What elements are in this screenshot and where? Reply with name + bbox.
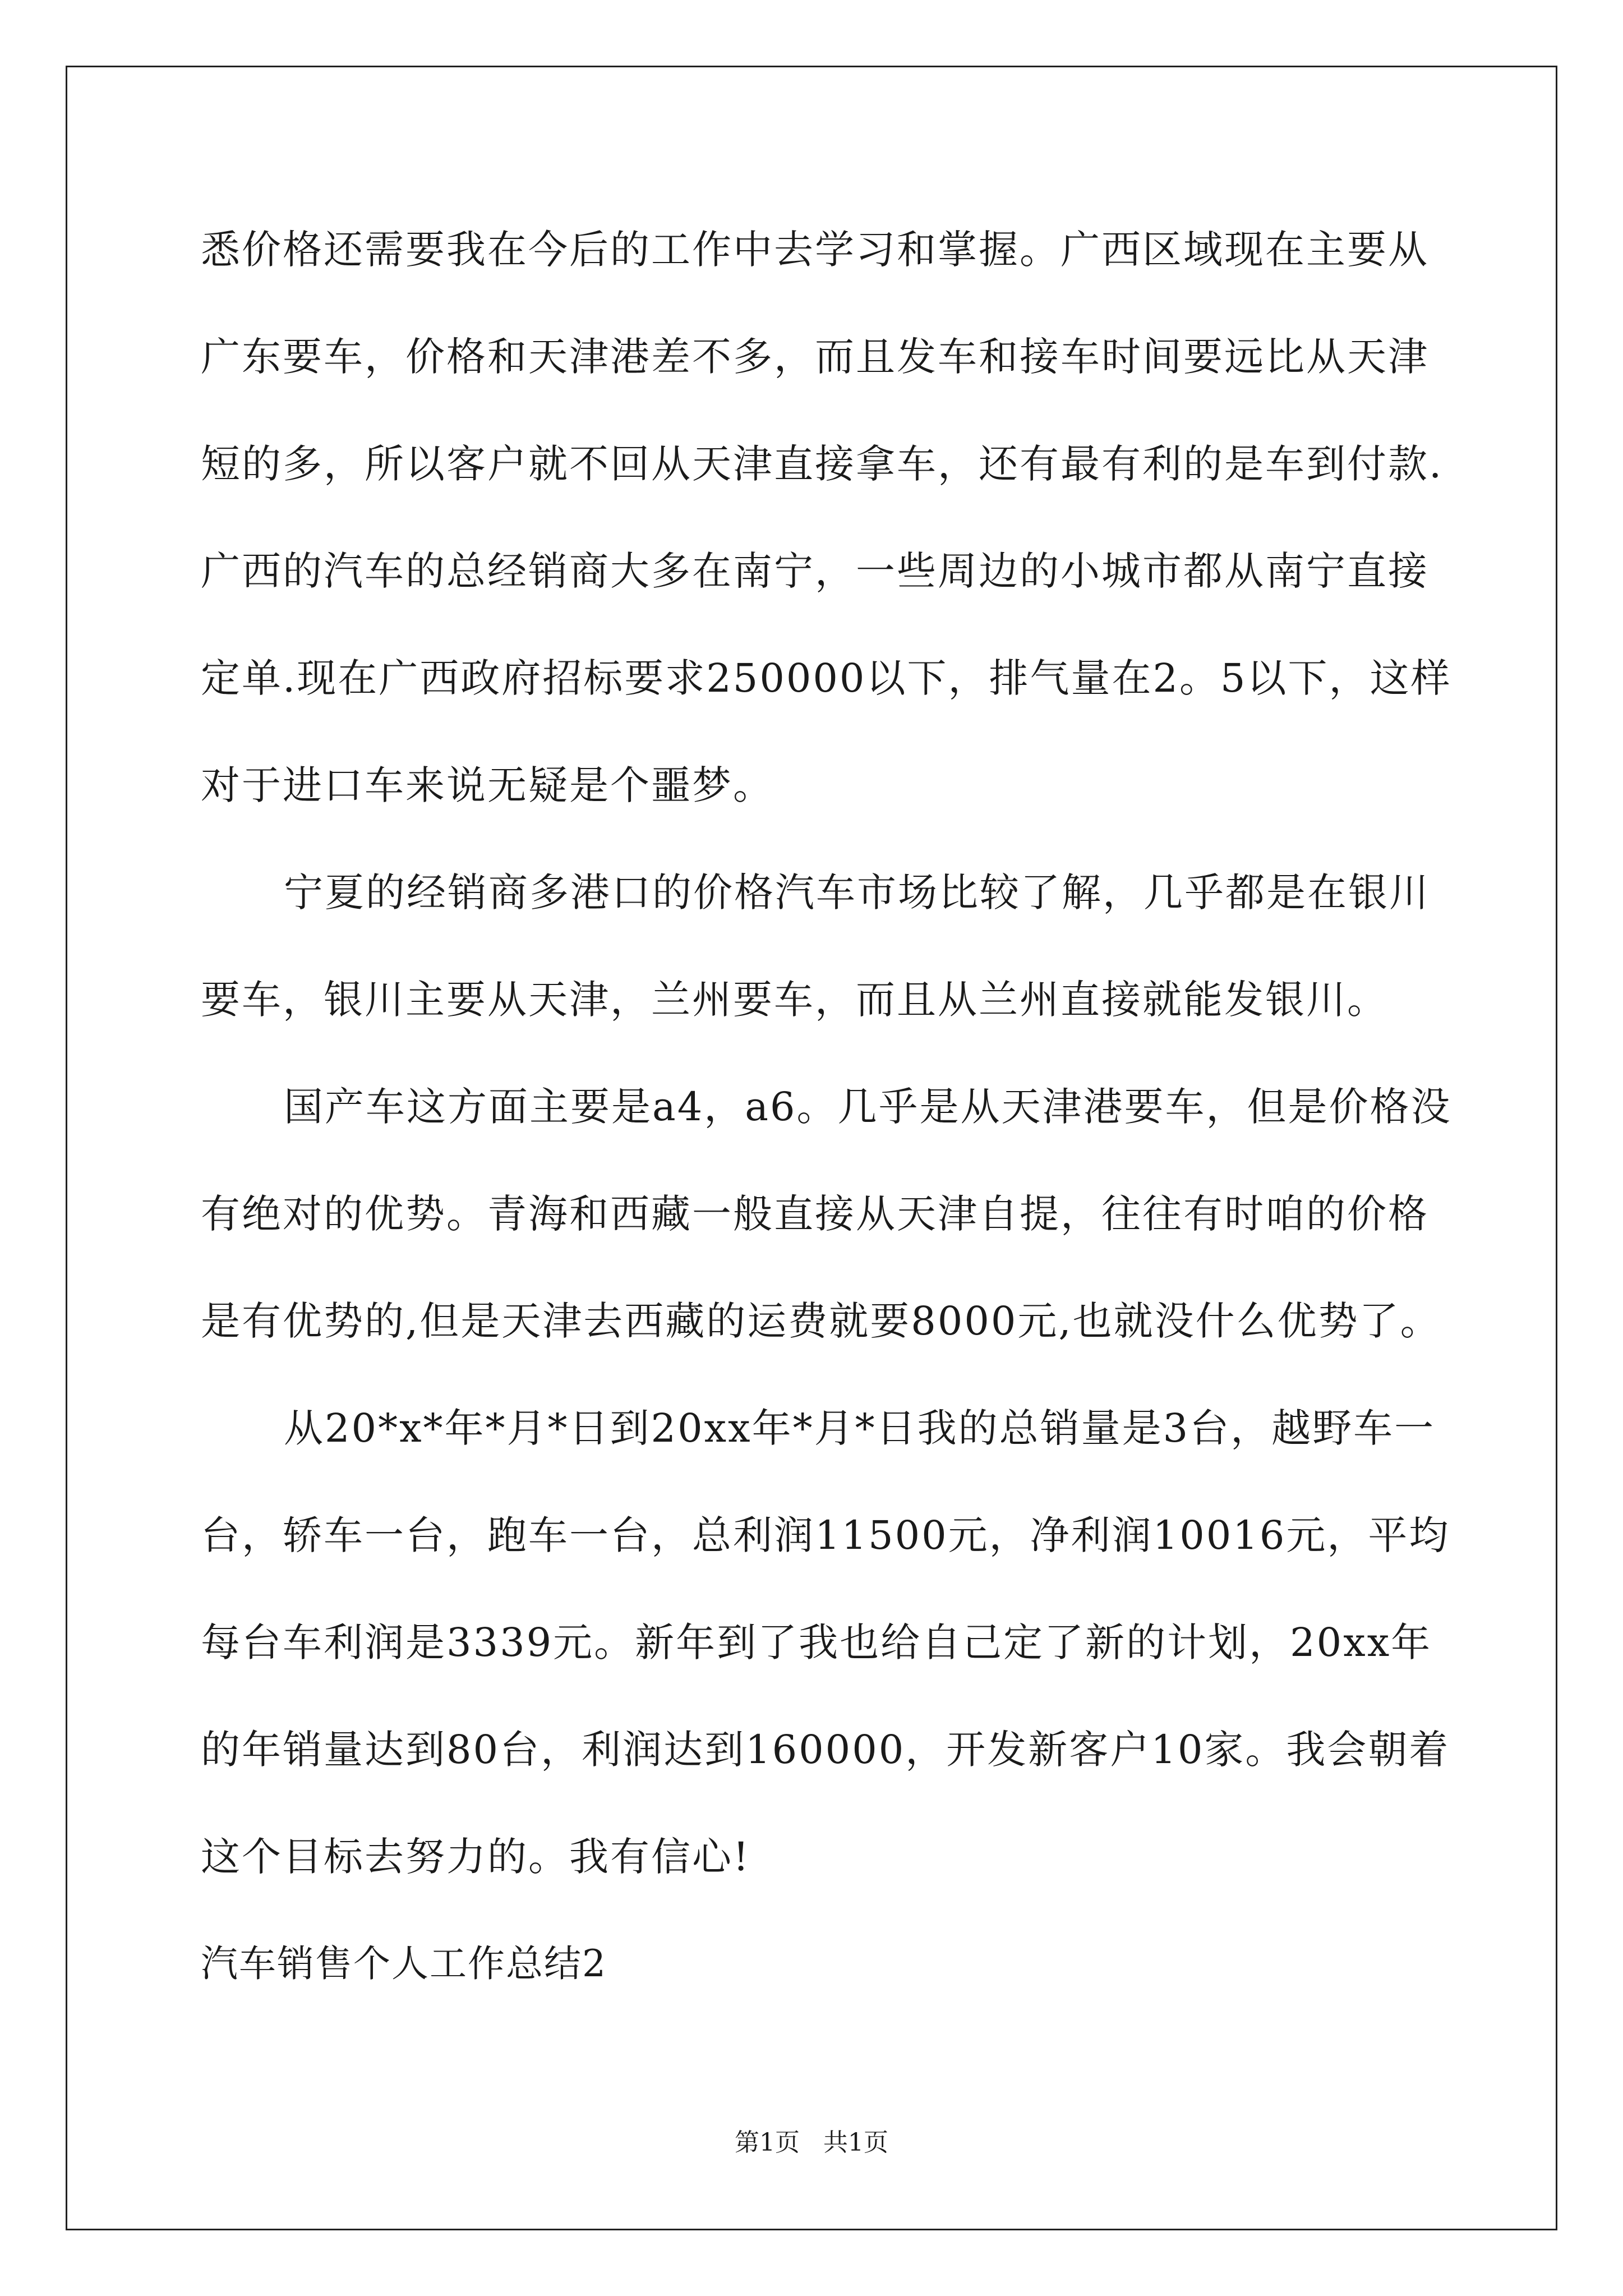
body-line: 的年销量达到80台，利润达到160000，开发新客户10家。我会朝着 — [201, 1727, 1450, 1773]
body-line: 要车，银川主要从天津，兰州要车，而且从兰州直接就能发银川。 — [201, 977, 1388, 1023]
body-line: 台，轿车一台，跑车一台，总利润11500元，净利润10016元，平均 — [201, 1512, 1450, 1558]
body-line: 广西的汽车的总经销商大多在南宁，一些周边的小城市都从南宁直接 — [201, 548, 1429, 594]
paragraph-first-line: 宁夏的经销商多港口的价格汽车市场比较了解，几乎都是在银川 — [284, 869, 1430, 915]
paragraph-first-line: 从20*x*年*月*日到20xx年*月*日我的总销量是3台，越野车一 — [284, 1405, 1436, 1451]
body-line: 广东要车，价格和天津港差不多，而且发车和接车时间要远比从天津 — [201, 334, 1429, 380]
body-line: 短的多，所以客户就不回从天津直接拿车，还有最有利的是车到付款. — [201, 441, 1444, 487]
body-line: 是有优势的,但是天津去西藏的运费就要8000元,也就没什么优势了。 — [201, 1298, 1441, 1344]
body-line: 这个目标去努力的。我有信心! — [201, 1834, 751, 1880]
body-line: 定单.现在广西政府招标要求250000以下，排气量在2。5以下，这样 — [201, 655, 1452, 701]
page-number-footer: 第1页 共1页 — [735, 2128, 888, 2157]
section-heading: 汽车销售个人工作总结2 — [201, 1942, 607, 1985]
body-line: 悉价格还需要我在今后的工作中去学习和掌握。广西区域现在主要从 — [201, 227, 1429, 273]
paragraph-first-line: 国产车这方面主要是a4，a6。几乎是从天津港要车，但是价格没 — [284, 1084, 1452, 1130]
body-line: 每台车利润是3339元。新年到了我也给自己定了新的计划，20xx年 — [201, 1619, 1432, 1665]
body-line: 有绝对的优势。青海和西藏一般直接从天津自提，往往有时咱的价格 — [201, 1191, 1429, 1237]
document-body — [201, 216, 1452, 2037]
body-line: 对于进口车来说无疑是个噩梦。 — [201, 762, 774, 808]
